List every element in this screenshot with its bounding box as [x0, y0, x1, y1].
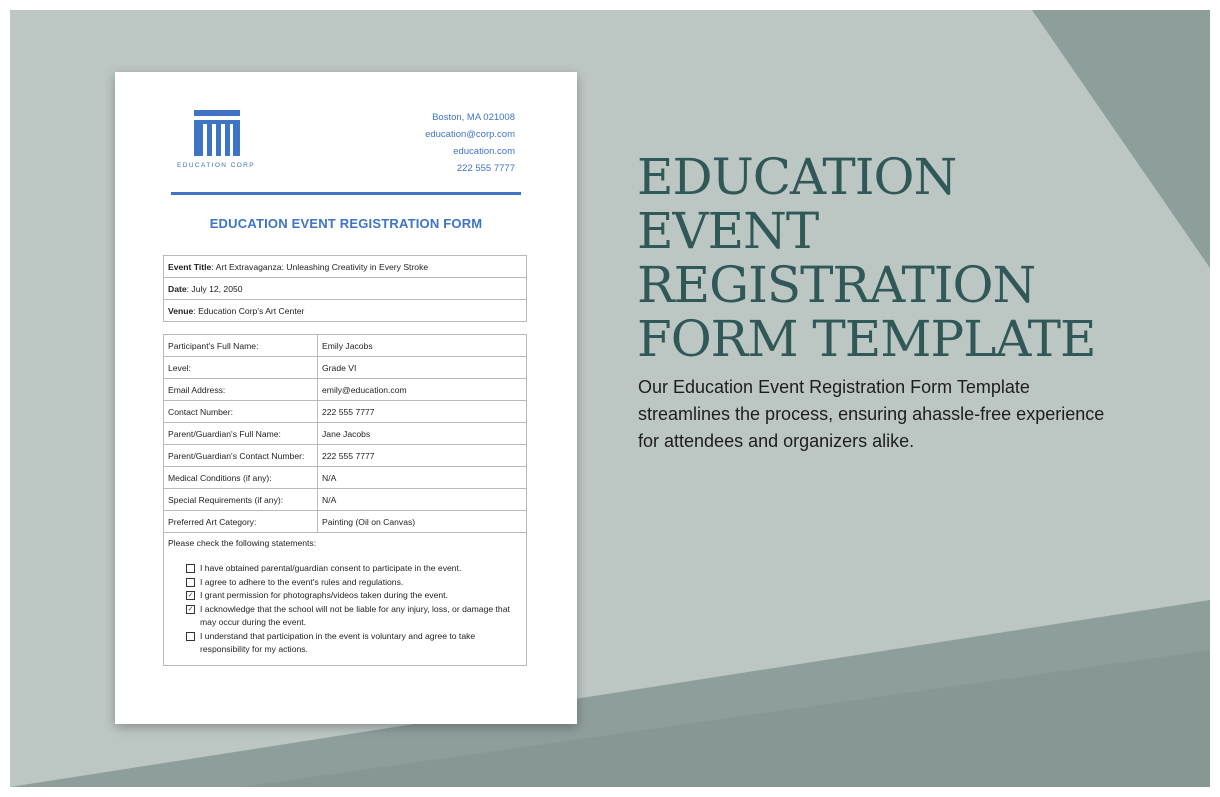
field-value[interactable]: Jane Jacobs — [318, 423, 527, 445]
event-date-label: Date — [168, 283, 187, 294]
table-row — [164, 256, 527, 278]
table-row — [164, 489, 527, 511]
field-value[interactable]: Grade VI — [318, 357, 527, 379]
statement-item — [168, 630, 522, 657]
company-website: education.com — [453, 146, 515, 157]
field-value[interactable]: Emily Jacobs — [318, 335, 527, 357]
field-label: Parent/Guardian's Contact Number: — [164, 445, 318, 467]
statement-item — [168, 576, 522, 590]
checkbox[interactable] — [186, 632, 195, 641]
statement-item — [168, 562, 522, 576]
table-row — [164, 278, 527, 300]
event-info-table — [163, 255, 527, 322]
participant-table — [163, 334, 527, 666]
table-row — [164, 335, 527, 357]
statement-item — [168, 589, 522, 603]
table-row — [164, 467, 527, 489]
poster-canvas — [10, 10, 1210, 787]
table-row — [164, 445, 527, 467]
headline-line: EDUCATION — [637, 148, 957, 206]
headline — [637, 150, 1197, 366]
table-row — [164, 533, 527, 666]
field-label: Participant's Full Name: — [164, 335, 318, 357]
statement-text: I acknowledge that the school will not be liable for any injury, loss, or damage that may occur during the event. — [200, 603, 510, 627]
statements-intro: Please check the following statements: — [168, 538, 317, 548]
company-address: Boston, MA 021008 — [432, 112, 515, 123]
headline-line: FORM TEMPLATE — [637, 310, 1096, 368]
field-label: Email Address: — [164, 379, 318, 401]
statement-item — [168, 603, 522, 630]
form-title: EDUCATION EVENT REGISTRATION FORM — [209, 216, 483, 231]
field-label: Preferred Art Category: — [164, 511, 318, 533]
headline-line: EVENT — [637, 202, 819, 260]
checkbox[interactable]: ✓ — [187, 592, 194, 599]
field-value[interactable]: emily@education.com — [318, 379, 527, 401]
field-label: Special Requirements (if any): — [164, 489, 318, 511]
statements-cell — [164, 533, 527, 666]
event-venue-value: : Education Corp's Art Center — [193, 305, 305, 316]
table-row — [164, 379, 527, 401]
field-label: Level: — [164, 357, 318, 379]
field-value[interactable]: 222 555 7777 — [318, 401, 527, 423]
checkbox[interactable] — [186, 578, 195, 587]
statement-text: I grant permission for photographs/videos taken during the event. — [200, 590, 448, 600]
checkbox[interactable] — [186, 564, 195, 573]
company-email: education@corp.com — [425, 129, 515, 140]
table-row — [164, 300, 527, 322]
header-divider — [171, 192, 521, 195]
field-label: Parent/Guardian's Full Name: — [164, 423, 318, 445]
event-venue-label: Venue — [168, 305, 194, 316]
table-row — [164, 511, 527, 533]
headline-line: REGISTRATION — [637, 256, 1036, 314]
event-date-cell — [164, 278, 527, 300]
form-document — [115, 72, 577, 724]
field-value[interactable]: N/A — [318, 489, 527, 511]
field-value[interactable]: N/A — [318, 467, 527, 489]
headline-description: Our Education Event Registration Form Template streamlines the process, ensuring ahassle-free experience for attendees and organizers alike. — [638, 377, 1105, 451]
table-row — [164, 357, 527, 379]
statement-text: I understand that participation in the event is voluntary and agree to take responsibility for my actions. — [200, 630, 476, 654]
field-value[interactable]: Painting (Oil on Canvas) — [318, 511, 527, 533]
checkbox[interactable]: ✓ — [187, 605, 194, 613]
contact-block — [425, 109, 515, 177]
statement-text: I have obtained parental/guardian consent to participate in the event. — [200, 563, 462, 573]
table-row — [164, 423, 527, 445]
event-title-cell — [164, 256, 527, 278]
company-phone: 222 555 7777 — [456, 163, 515, 174]
company-name: EDUCATION CORP — [177, 162, 255, 169]
event-venue-cell — [164, 300, 527, 322]
event-title-value: : Art Extravaganza: Unleashing Creativity in Every Stroke — [211, 261, 429, 272]
field-label: Contact Number: — [164, 401, 318, 423]
event-date-value: : July 12, 2050 — [186, 283, 243, 294]
statement-text: I agree to adhere to the event's rules and regulations. — [200, 576, 404, 587]
table-row — [164, 401, 527, 423]
field-value[interactable]: 222 555 7777 — [318, 445, 527, 467]
event-title-label: Event Title — [168, 261, 212, 272]
field-label: Medical Conditions (if any): — [164, 467, 318, 489]
